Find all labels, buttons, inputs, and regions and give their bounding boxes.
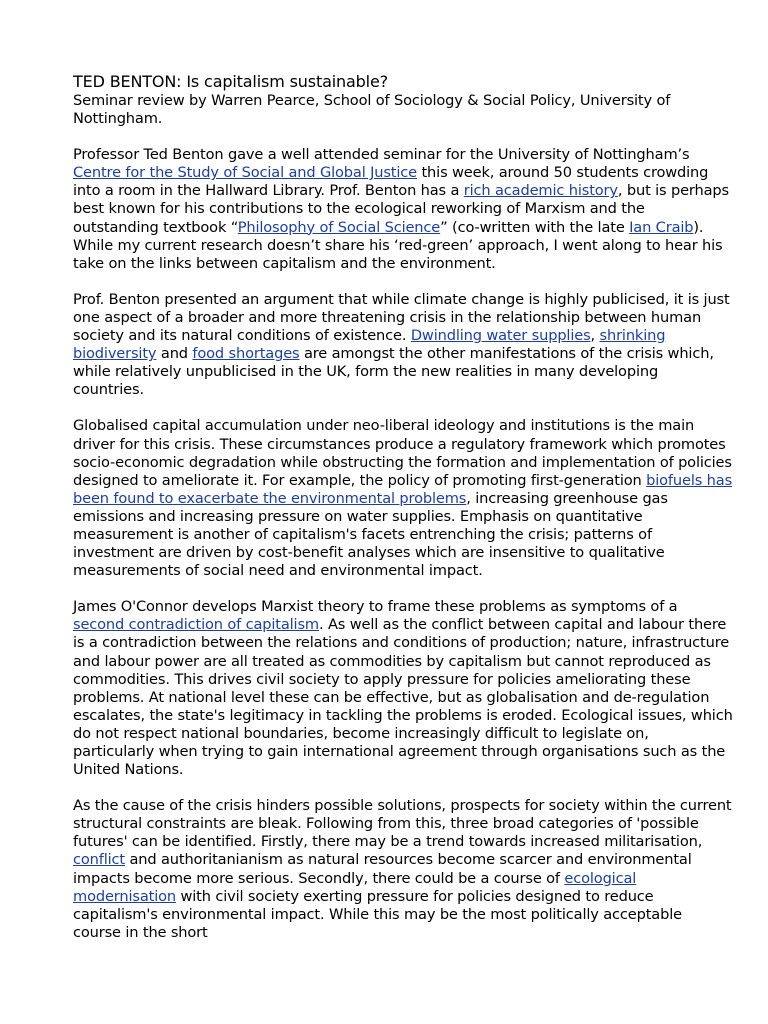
text-span: . As well as the conflict between capital and labour there is a contradiction between the relations and conditions of production; nature, infrastructure and labour power are all treated as commodities by capitalism but cannot reproduced as commodities. This drives civil society to apply pressure for policies ameliorating these problems. At national level these can be effective, but as globalisation and de-regulation escalates, the state's legitimacy in tackling the problems is eroded. Ecological issues, which do not respect national boundaries, become increasingly difficult to legislate on, particularly when trying to gain international agreement through organisations such as the United Nations. [73,616,733,779]
paragraph-argument [73,291,733,400]
link-rich-academic-history[interactable]: rich academic history [463,182,618,200]
link-centre-social-global-justice[interactable]: Centre for the Study of Social and Global Justice [73,164,417,182]
text-span: Professor Ted Benton gave a well attended seminar for the University of Nottingham’s [73,146,690,164]
article-body [73,72,733,960]
article-byline: Seminar review by Warren Pearce, School of Sociology & Social Policy, University of Nottingham. [73,92,671,128]
link-second-contradiction[interactable]: second contradiction of capitalism [73,616,319,634]
text-span: with civil society exerting pressure for policies designed to reduce capitalism's environmental impact. While this may be the most politically acceptable course in the short [73,887,682,941]
link-food-shortages[interactable]: food shortages [192,345,300,363]
paragraph-possible-futures [73,797,733,942]
paragraph-intro [73,146,733,273]
text-span: and authoritanianism as natural resources become scarcer and environmental impacts become more serious. Secondly, there could be a course of [73,851,692,887]
link-dwindling-water-supplies[interactable]: Dwindling water supplies [410,327,591,345]
paragraph-oconnor [73,598,733,779]
link-shrinking-biodiversity[interactable]: shrinking biodiversity [73,327,666,363]
article-title: TED BENTON: Is capitalism sustainable? [73,72,388,91]
text-span: James O'Connor develops Marxist theory to frame these problems as symptoms of a [73,598,678,616]
link-ian-craib[interactable]: Ian Craib [629,218,694,236]
text-span: Prof. Benton presented an argument that while climate change is highly publicised, it is just one aspect of a broader and more threatening crisis in the relationship between human society and its natural conditions of existence. [73,290,730,345]
text-span: , but is perhaps best known for his contributions to the ecological reworking of Marxism and the outstanding textbook “ [73,182,729,236]
text-span: , increasing greenhouse gas emissions and increasing pressure on water supplies. Emphasis on quantitative measurement is another of capitalism's facets entrenching the crisis; patterns of investment are driven by cost-benefit analyses which are insensitive to qualitative measurements of social need and environmental impact. [73,489,668,580]
link-conflict[interactable]: conflict [73,851,125,869]
text-span: ” (co-written with the late [440,218,630,236]
text-span: ). While my current research doesn’t share his ‘red-green’ approach, I went along to hear his take on the links between capitalism and the environment. [73,218,723,272]
link-ecological-modernisation[interactable]: ecological modernisation [73,869,637,905]
text-span: this week, around 50 students crowding into a room in the Hallward Library. Prof. Benton has a [73,164,709,200]
text-span: are amongst the other manifestations of the crisis which, while relatively unpublicised in the UK, form the new realities in many developing countries. [73,345,714,399]
text-span: , [590,327,600,345]
text-span: and [156,345,193,363]
text-span: Globalised capital accumulation under neo-liberal ideology and institutions is the main driver for this crisis. These circumstances produce a regulatory framework which promotes socio-economic degradation while obstructing the formation and implementation of policies designed to ameliorate it. For example, the policy of promoting first-generation [73,417,732,489]
paragraph-capital-accumulation [73,417,733,580]
link-philosophy-of-social-science[interactable]: Philosophy of Social Science [237,218,441,236]
link-biofuels[interactable]: biofuels has been found to exacerbate the environmental problems [73,471,733,507]
text-span: As the cause of the crisis hinders possible solutions, prospects for society within the current structural constraints are bleak. Following from this, three broad categories of 'possible futures' can be identified. Firstly, there may be a trend towards increased militarisation, [73,797,732,851]
